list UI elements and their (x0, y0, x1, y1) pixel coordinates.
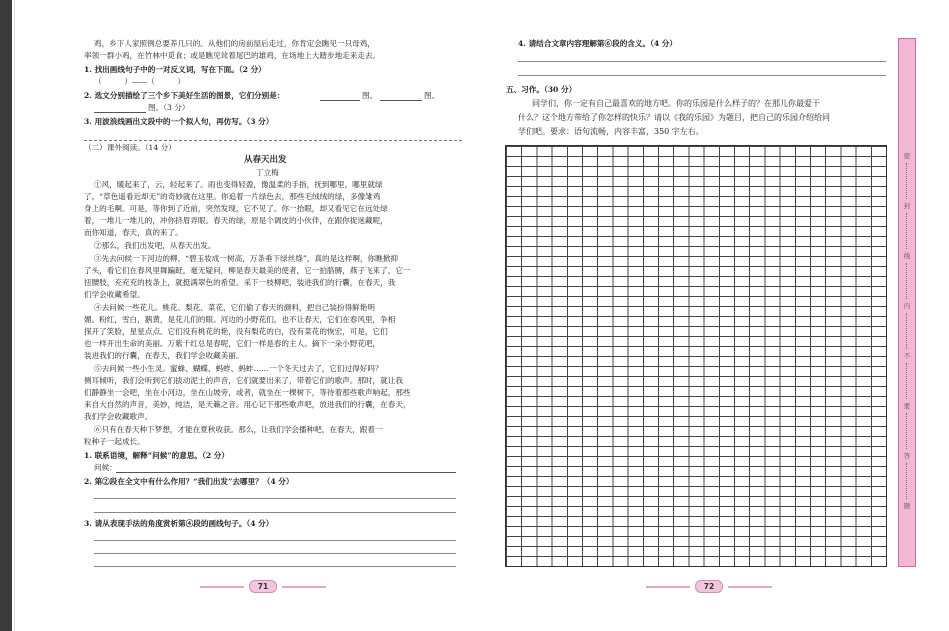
paragraph-line: 着，一堆儿一堆儿的，冲你挤眉弄眼。春天的绿，原是个调皮的小伙伴，在跟你捉迷藏呢， (84, 216, 388, 225)
passage-line-2: 率领一群小鸡，在竹林中觅食；或是瞧见耸着尾巴的雄鸡，在场地上大踏步地走来走去。 (84, 51, 381, 60)
paragraph-line: 来自大自然的声音，美妙，纯洁，是天籁之音。用心记下那些歌声吧，放进我们的行囊，在春天， (84, 400, 411, 409)
answer-line[interactable] (518, 75, 886, 76)
paragraph-line: ④去问候一些花儿。桃花、梨花、菜花，它们偷了春天的颜料，把自己装扮得鲜艳明 (94, 303, 375, 312)
prompt-line: 同学们，你一定有自己最喜欢的地方吧。你的乐园是什么样子的？在那儿你最爱干 (532, 99, 820, 108)
sidebar-dots (906, 413, 907, 449)
sidebar-char: 题 (903, 502, 911, 510)
page-71 (84, 0, 464, 631)
answer-blank[interactable] (320, 100, 360, 101)
sidebar-char: 内 (903, 302, 911, 310)
answer-line[interactable] (94, 498, 456, 499)
question-3: 3. 用波浪线画出文段中的一个拟人句，再仿写。（3 分） (84, 117, 274, 126)
section-heading-5: 五、习作。（30 分） (506, 85, 577, 94)
answer-line[interactable] (94, 540, 456, 541)
answer-line[interactable] (94, 553, 456, 554)
paragraph-line: 装进我们的行囊，在春天，我们学会收藏美丽。 (84, 351, 244, 360)
sidebar-dots (906, 263, 907, 299)
question-2-part-b: 图、 (362, 91, 378, 100)
paragraph-line: 而你知道，春天，真的来了。 (84, 228, 183, 237)
article-author: 丁立梅 (256, 168, 279, 177)
sidebar-dots (906, 463, 907, 499)
question-2-part-d: 图。（3 分） (148, 103, 190, 112)
paragraph-line: 了。“草色遥看近却无”的奇妙就在这里。你追着一片绿色去，那些毛绒绒的绿，多像雏鸡 (84, 192, 381, 201)
question-2-part-c: 图、 (424, 91, 440, 100)
question-2: 2. 选文分别描绘了三个乡下美好生活的图景，它们分别是： (84, 91, 285, 100)
paragraph-line: ⑤去问候一些小生灵。蜜蜂、蝴蝶、蚂蚱、蚂蚱……一个冬天过去了，它们过得好吗？ (94, 364, 383, 373)
paragraph-line: 粒种子一起成长。 (84, 437, 145, 446)
page-edge-line (14, 0, 15, 631)
reading-question-1: 1. 联系语境，解释“问候”的意思。（2 分） (84, 451, 229, 460)
sidebar-char: 不 (903, 352, 911, 360)
question-1-blank[interactable]: （ ）——（ ） (94, 77, 186, 86)
paragraph-line: 也一样开出生命的美丽。万紫千红总是春呢，它们一样是春的主人。摘下一朵小野花吧， (84, 339, 381, 348)
section-heading-2: （二）课外阅读。（14 分） (84, 143, 176, 152)
seal-line-sidebar (898, 38, 916, 567)
question-1: 1. 找出画线句子中的一对反义词，写在下面。（2 分） (84, 65, 266, 74)
paragraph-line: ②那么，我们出发吧，从春天出发。 (94, 241, 216, 250)
answer-line[interactable] (116, 472, 456, 473)
page-number: 71 (249, 580, 277, 593)
scanner-edge (0, 0, 12, 631)
paragraph-line: ①风，暖起来了，云，轻起来了。雨也变得轻盈，像温柔的手指，抚到哪里，哪里就绿 (94, 180, 383, 189)
sidebar-char: 答 (903, 452, 911, 460)
sidebar-dots (906, 163, 907, 199)
answer-blank[interactable] (94, 112, 146, 113)
page-number-ornament (200, 586, 244, 588)
question-4: 4. 请结合文章内容理解第⑥段的含义。（4 分） (518, 39, 677, 48)
sidebar-dots (906, 363, 907, 399)
paragraph-line: 侧耳倾听，我们会听到它们拔动泥土的声音，它们就要出来了，带着它们的歌声。那时，就让我 (84, 376, 403, 385)
prompt-line: 什么？这个地方带给了你怎样的快乐？请以《我的乐园》为题目，把自己的乐园介绍给同 (518, 113, 830, 122)
paragraph-line: 媚。粉红，雪白，鹅黄，是花儿们的眼。河边的小野花们，也不让春天，它们在春风里，争相 (84, 315, 396, 324)
passage-line-1: 鸡，乡下人家照例总要养几只的。从他们的房前屋后走过，你肯定会瞧见一只母鸡， (94, 39, 375, 48)
sidebar-dots (906, 313, 907, 349)
reading-question-1-prefix: 问候： (94, 463, 117, 472)
paragraph-line: 们静静坐一会吧，坐在小河边，坐在山坡旁，或者，就坐在一棵树下，等待着那些歌声响起，那些 (84, 388, 411, 397)
sidebar-char: 要 (903, 402, 911, 410)
answer-line[interactable] (94, 512, 456, 513)
sidebar-char: 线 (903, 252, 911, 260)
sidebar-char: 密 (903, 152, 911, 160)
prompt-line: 学们吧。要求：语句流畅，内容丰富，350 字左右。 (518, 127, 704, 136)
answer-line[interactable] (94, 566, 456, 567)
page-number: 72 (695, 580, 723, 593)
paragraph-line: ⑥只有在春天种下梦想，才能在夏秋收获。那么，让我们学会播种吧，在春天，跟着一 (94, 425, 383, 434)
paragraph-line: 探开了笑脸，星星点点。它们没有桃花的艳，没有梨花的白，没有菜花的恢宏，可是，它们 (84, 327, 388, 336)
page-number-ornament (646, 586, 690, 588)
composition-grid[interactable] (505, 145, 887, 567)
answer-line[interactable] (518, 61, 886, 62)
paragraph-line: 们学会收藏希望。 (84, 290, 145, 299)
section-divider (84, 140, 462, 141)
answer-blank[interactable] (380, 100, 422, 101)
paragraph-line: 了头，看它们在春风里舞蹁跹，毫无疑问，柳是春天最美的使者，它一拍胳膊，燕子飞来了，它一 (84, 266, 411, 275)
paragraph-line: 我们学会收藏歌声。 (84, 412, 153, 421)
reading-question-2: 2. 第②段在全文中有什么作用？“我们出发”去哪里？（4 分） (84, 477, 294, 486)
sidebar-char: 封 (903, 202, 911, 210)
sidebar-dots (906, 213, 907, 249)
paragraph-line: ③先去问候一下河边的柳。“碧玉妆成一树高，万条垂下绿丝绦”，真的是这样啊，你瞧掀抑 (94, 254, 398, 263)
reading-question-3: 3. 请从表现手法的角度赏析第④段的画线句子。（4 分） (84, 519, 274, 528)
page-number-ornament (282, 586, 326, 588)
paragraph-line: 身上的毛啊。可是，等你到了近前，突然发现，它不见了。你一抬眼，却又看见它在远处绿 (84, 204, 388, 213)
paragraph-line: 扭腰肢，充充充的枝条上，就挺满翠色的希望。采下一枝柳吧，装进我们的行囊，在春天，我 (84, 278, 396, 287)
article-title: 从春天出发 (244, 155, 287, 165)
page-number-ornament (728, 586, 772, 588)
